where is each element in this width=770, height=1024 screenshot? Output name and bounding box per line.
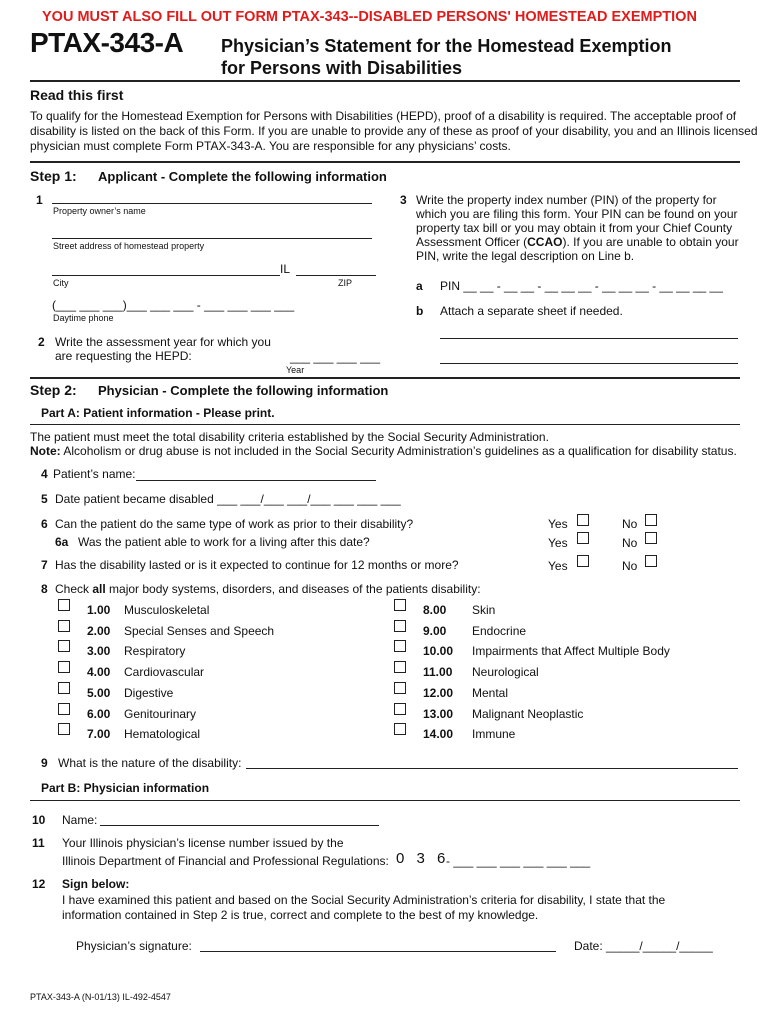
q11-text-1: Your Illinois physician’s license number issued by the bbox=[62, 836, 344, 850]
q1-number: 1 bbox=[36, 193, 43, 207]
body-system-checkbox[interactable] bbox=[58, 682, 70, 694]
q2-text-1: Write the assessment year for which you bbox=[55, 335, 271, 349]
license-prefix: 0 3 6 bbox=[396, 850, 450, 867]
q8-all: all bbox=[92, 582, 106, 596]
body-system-checkbox[interactable] bbox=[58, 661, 70, 673]
attestation-line-2: information contained in Step 2 is true, correct and complete to the best of my knowledge. bbox=[62, 908, 539, 922]
physician-name-field[interactable] bbox=[100, 825, 379, 826]
q3-text-3: property tax bill or you may obtain it from your Chief County bbox=[416, 221, 733, 235]
assessment-year-field[interactable]: ___ ___ ___ ___ bbox=[290, 350, 381, 364]
q2-number: 2 bbox=[38, 335, 45, 349]
zip-field[interactable] bbox=[296, 275, 376, 276]
attestation-line-1: I have examined this patient and based on the Social Security Administration’s criteria for disability, I state that the bbox=[62, 893, 666, 907]
q10-label: Name: bbox=[62, 813, 98, 827]
body-system-code: 3.00 bbox=[87, 644, 111, 659]
body-system-code: 12.00 bbox=[423, 685, 454, 700]
street-address-field[interactable] bbox=[52, 238, 372, 239]
body-system-checkbox[interactable] bbox=[58, 620, 70, 632]
q7-yes-label: Yes bbox=[548, 559, 568, 573]
q7-no-label: No bbox=[622, 559, 638, 573]
owner-name-label: Property owner’s name bbox=[53, 206, 146, 216]
q4-label: Patient’s name: bbox=[53, 467, 136, 481]
body-system-code: 7.00 bbox=[87, 727, 111, 742]
part-a-heading: Part A: Patient information - Please print. bbox=[41, 406, 275, 420]
body-system-name: Neurological bbox=[472, 665, 539, 680]
body-system-name: Digestive bbox=[124, 685, 174, 700]
q4-number: 4 bbox=[41, 467, 48, 481]
divider bbox=[30, 800, 740, 801]
body-system-checkbox[interactable] bbox=[58, 599, 70, 611]
body-system-checkbox[interactable] bbox=[394, 640, 406, 652]
body-system-checkbox[interactable] bbox=[394, 723, 406, 735]
signature-date-field[interactable]: Date: _____/_____/_____ bbox=[574, 939, 713, 953]
q6a-yes-label: Yes bbox=[548, 536, 568, 550]
body-system-code: 11.00 bbox=[423, 665, 453, 680]
q11-text-2: Illinois Department of Financial and Professional Regulations: bbox=[62, 854, 389, 868]
q3b-label: b bbox=[416, 304, 424, 318]
q3-text-2: which you are filing this form. Your PIN can be found on your bbox=[416, 207, 738, 221]
q5-disabled-date[interactable]: Date patient became disabled ___ ___/___ ___/___ ___ ___ ___ bbox=[55, 492, 401, 506]
body-system-checkbox[interactable] bbox=[394, 661, 406, 673]
q7-text: Has the disability lasted or is it expected to continue for 12 months or more? bbox=[55, 558, 459, 572]
patient-name-field[interactable] bbox=[136, 480, 376, 481]
body-system-code: 4.00 bbox=[87, 665, 111, 680]
divider bbox=[30, 424, 740, 425]
read-first-heading: Read this first bbox=[30, 87, 124, 103]
body-system-name: Special Senses and Speech bbox=[124, 623, 275, 638]
q9-text: What is the nature of the disability: bbox=[58, 756, 242, 770]
body-system-name: Genitourinary bbox=[124, 706, 197, 721]
body-system-name: Immune bbox=[472, 727, 516, 742]
body-system-code: 6.00 bbox=[87, 706, 111, 721]
form-footer: PTAX-343-A (N-01/13) IL-492-4547 bbox=[30, 992, 171, 1002]
body-system-code: 1.00 bbox=[87, 603, 111, 617]
body-system-checkbox[interactable] bbox=[58, 703, 70, 715]
q3-text-1: Write the property index number (PIN) of the property for bbox=[416, 193, 717, 207]
owner-name-field[interactable] bbox=[52, 203, 372, 204]
note-body: Alcoholism or drug abuse is not included in the Social Security Administration’s guidelines as a qualification for disability status. bbox=[60, 444, 737, 458]
form-id: PTAX-343-A bbox=[30, 27, 184, 58]
q8-post: major body systems, disorders, and diseases of the patients disability: bbox=[105, 582, 481, 596]
q6-yes-checkbox[interactable] bbox=[577, 514, 589, 526]
q5-number: 5 bbox=[41, 492, 48, 506]
body-system-checkbox[interactable] bbox=[394, 599, 406, 611]
divider bbox=[30, 161, 740, 163]
divider bbox=[30, 377, 740, 379]
street-address-label: Street address of homestead property bbox=[53, 241, 205, 251]
attach-note: Attach a separate sheet if needed. bbox=[440, 304, 623, 318]
q3-number: 3 bbox=[400, 193, 407, 207]
step1-label: Step 1: bbox=[30, 168, 77, 184]
body-system-checkbox[interactable] bbox=[394, 682, 406, 694]
ccao-abbrev: CCAO bbox=[527, 235, 563, 249]
legal-description-line-2[interactable] bbox=[440, 363, 738, 364]
intro-line-1: To qualify for the Homestead Exemption for Persons with Disabilities (HEPD), proof of a disability is required. The acceptable proof of bbox=[30, 109, 737, 123]
body-system-name: Cardiovascular bbox=[124, 665, 205, 680]
q7-yes-checkbox[interactable] bbox=[577, 555, 589, 567]
license-number-field[interactable]: - ___ ___ ___ ___ ___ ___ bbox=[446, 854, 591, 868]
q3-text-5: PIN, write the legal description on Line b. bbox=[416, 249, 635, 263]
body-system-name: Malignant Neoplastic bbox=[472, 706, 584, 721]
body-system-code: 8.00 bbox=[423, 603, 447, 617]
q7-number: 7 bbox=[41, 558, 48, 572]
body-system-checkbox[interactable] bbox=[58, 723, 70, 735]
phone-label: Daytime phone bbox=[53, 313, 114, 323]
q6-text: Can the patient do the same type of work as prior to their disability? bbox=[55, 517, 414, 531]
body-system-name: Musculoskeletal bbox=[124, 603, 210, 617]
body-system-name: Hematological bbox=[124, 727, 201, 742]
phone-field[interactable]: (___ ___ ___)___ ___ ___ - ___ ___ ___ ___ bbox=[52, 298, 295, 312]
q2-text-2: are requesting the HEPD: bbox=[55, 349, 192, 363]
zip-label: ZIP bbox=[338, 278, 353, 288]
note-label: Note: bbox=[30, 444, 61, 458]
note-text bbox=[30, 444, 737, 458]
body-system-code: 13.00 bbox=[423, 706, 454, 721]
part-b-heading: Part B: Physician information bbox=[41, 781, 210, 795]
q9-number: 9 bbox=[41, 756, 48, 770]
q10-number: 10 bbox=[32, 813, 46, 827]
step2-label: Step 2: bbox=[30, 382, 77, 398]
q6-yes-label: Yes bbox=[548, 517, 568, 531]
q3a-label: a bbox=[416, 279, 423, 293]
q3-text-4 bbox=[416, 235, 739, 249]
q3-text-4a: Assessment Officer ( bbox=[416, 235, 528, 249]
q6-no-label: No bbox=[622, 517, 638, 531]
q8-number: 8 bbox=[41, 582, 48, 596]
body-system-checkbox[interactable] bbox=[394, 703, 406, 715]
form-title-line2: for Persons with Disabilities bbox=[221, 58, 463, 78]
q11-number: 11 bbox=[32, 836, 45, 850]
body-system-checkbox[interactable] bbox=[394, 620, 406, 632]
q6a-no-label: No bbox=[622, 536, 638, 550]
intro-line-3: physician must complete Form PTAX-343-A. You are responsible for any physicians’ costs. bbox=[30, 139, 511, 153]
q6-no-checkbox[interactable] bbox=[645, 514, 657, 526]
body-system-checkbox[interactable] bbox=[58, 640, 70, 652]
banner-notice: YOU MUST ALSO FILL OUT FORM PTAX-343--DISABLED PERSONS' HOMESTEAD EXEMPTION bbox=[42, 9, 697, 25]
criteria-text: The patient must meet the total disability criteria established by the Social Security Administration. bbox=[30, 430, 549, 444]
q6a-text: Was the patient able to work for a living after this date? bbox=[78, 535, 370, 549]
q6a-number: 6a bbox=[55, 535, 69, 549]
q7-no-checkbox[interactable] bbox=[645, 555, 657, 567]
city-field[interactable] bbox=[52, 275, 280, 276]
body-system-code: 2.00 bbox=[87, 623, 111, 638]
body-system-name: Endocrine bbox=[472, 623, 527, 638]
q3-text-4b: ). If you are unable to obtain your bbox=[562, 235, 739, 249]
q8-pre: Check bbox=[55, 582, 93, 596]
q6-number: 6 bbox=[41, 517, 48, 531]
form-title-line1: Physician’s Statement for the Homestead Exemption bbox=[221, 36, 672, 56]
year-label: Year bbox=[286, 365, 305, 375]
pin-field[interactable]: PIN __ __ - __ __ - __ __ __ - __ __ __ - __ __ __ __ bbox=[440, 279, 723, 293]
disability-nature-field[interactable] bbox=[246, 768, 738, 769]
q8-text bbox=[55, 582, 481, 596]
body-system-code: 9.00 bbox=[423, 623, 447, 638]
step2-title: Physician - Complete the following information bbox=[98, 383, 389, 398]
state-il: IL bbox=[280, 262, 291, 276]
body-system-name: Impairments that Affect Multiple Body bbox=[472, 644, 670, 659]
legal-description-line-1[interactable] bbox=[440, 338, 738, 339]
q6a-yes-checkbox[interactable] bbox=[577, 532, 589, 544]
body-system-name: Mental bbox=[472, 685, 509, 700]
city-label: City bbox=[53, 278, 69, 288]
body-system-name: Skin bbox=[472, 603, 496, 617]
intro-line-2: disability is listed on the back of this Form. If you are unable to provide any of these as proof of your disability, you and an Illinois licensed bbox=[30, 124, 758, 138]
body-system-code: 10.00 bbox=[423, 644, 454, 659]
divider bbox=[30, 80, 740, 82]
body-system-code: 14.00 bbox=[423, 727, 454, 742]
body-system-code: 5.00 bbox=[87, 685, 111, 700]
step1-title: Applicant - Complete the following information bbox=[98, 169, 387, 184]
physician-signature-field[interactable] bbox=[200, 951, 556, 952]
sign-below-heading: Sign below: bbox=[62, 877, 130, 891]
q12-number: 12 bbox=[32, 877, 46, 891]
q6a-no-checkbox[interactable] bbox=[645, 532, 657, 544]
signature-label: Physician’s signature: bbox=[76, 939, 192, 953]
body-system-name: Respiratory bbox=[124, 644, 186, 659]
